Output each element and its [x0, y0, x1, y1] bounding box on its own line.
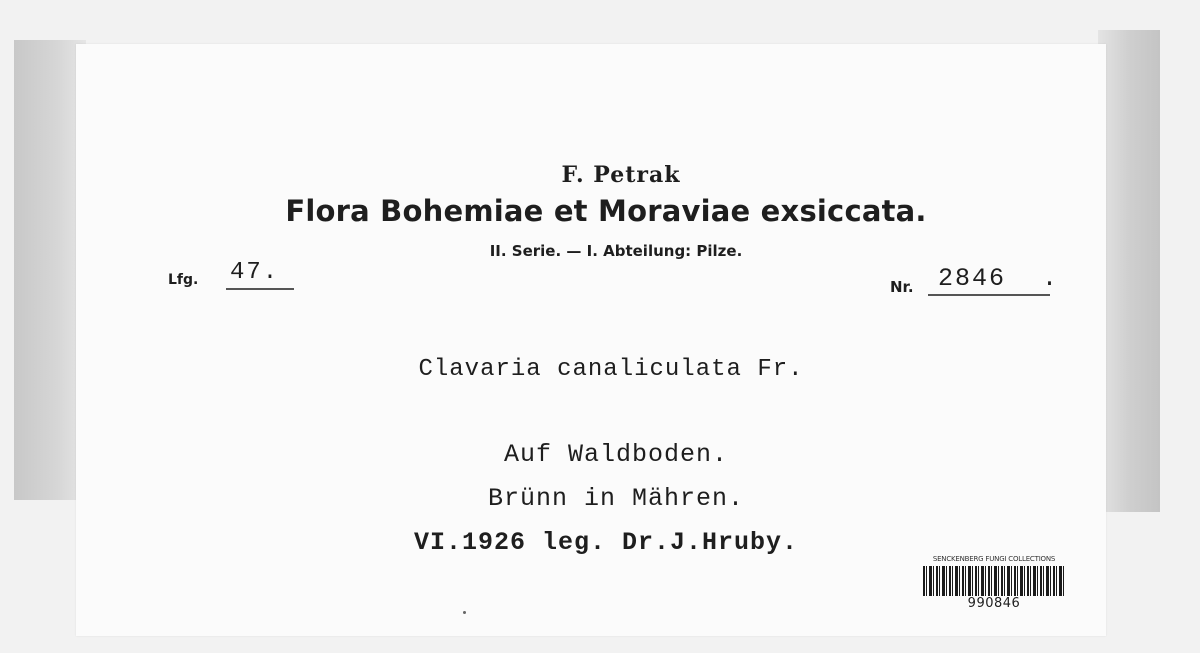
specimen-number-suffix: .	[1042, 264, 1058, 293]
mount-shadow-right	[1098, 30, 1160, 512]
species-name: Clavaria canaliculata Fr.	[418, 356, 804, 383]
label-title: Flora Bohemiae et Moraviae exsiccata.	[285, 194, 927, 228]
specimen-number: 2846	[928, 264, 1050, 296]
locality-text: Brünn in Mähren.	[487, 484, 745, 513]
paper-speck	[463, 611, 466, 614]
herbarium-label	[76, 44, 1106, 636]
barcode-number: 990846	[967, 596, 1021, 611]
lieferung-label: Lfg.	[168, 272, 199, 288]
habitat-text: Auf Waldboden.	[503, 440, 729, 469]
collector-name: F. Petrak	[561, 162, 681, 188]
lieferung-number: 47.	[226, 258, 294, 290]
label-subtitle: II. Serie. — I. Abteilung: Pilze.	[489, 242, 743, 260]
barcode-caption: SENCKENBERG FUNGI COLLECTIONS	[932, 555, 1056, 563]
barcode-image	[923, 566, 1065, 596]
date-collector-text: VI.1926 leg. Dr.J.Hruby.	[413, 528, 799, 557]
number-label: Nr.	[890, 278, 914, 296]
